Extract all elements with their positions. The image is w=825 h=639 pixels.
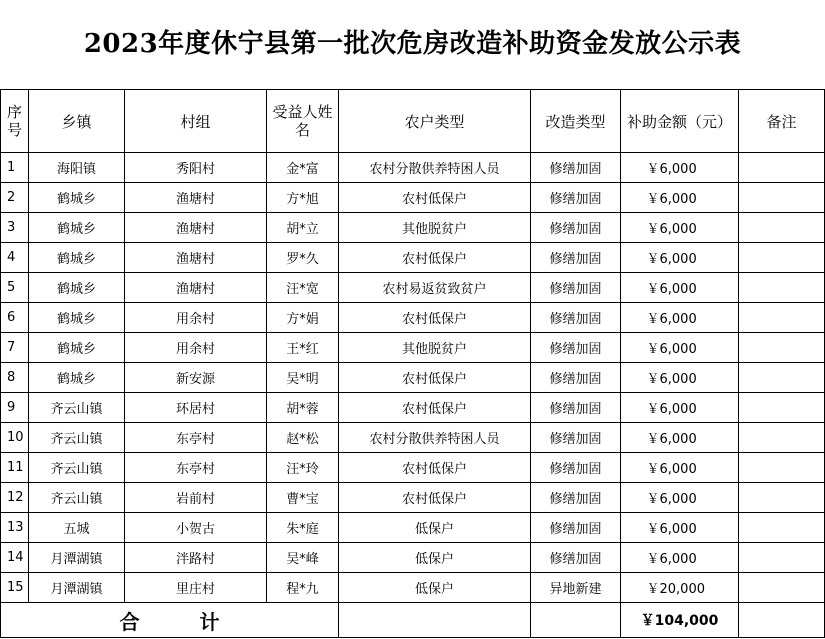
subsidy-table [0, 89, 825, 638]
cell-household-type: 低保户 [339, 513, 531, 543]
cell-household-type: 农村分散供养特困人员 [339, 423, 531, 453]
amount-value: ￥6,000 [646, 462, 697, 477]
amount-value: ￥6,000 [646, 552, 697, 567]
cell-town: 月潭湖镇 [29, 543, 125, 573]
amount-value: ￥6,000 [646, 162, 697, 177]
cell-household-type: 农村低保户 [339, 363, 531, 393]
cell-reform-type: 修缮加固 [531, 513, 621, 543]
cell-remark [739, 543, 825, 573]
cell-amount [621, 243, 739, 273]
table-row [1, 423, 825, 453]
cell-reform-type: 修缮加固 [531, 543, 621, 573]
total-blank-1 [339, 603, 531, 638]
cell-no: 1 [1, 153, 29, 183]
cell-name: 王*红 [267, 333, 339, 363]
table-row [1, 393, 825, 423]
cell-no: 14 [1, 543, 29, 573]
table-row [1, 273, 825, 303]
total-row [1, 603, 825, 638]
total-label-2: 计 [199, 609, 220, 634]
cell-town: 鹤城乡 [29, 333, 125, 363]
cell-remark [739, 453, 825, 483]
header-amount: 补助金额（元） [621, 90, 739, 153]
cell-town: 齐云山镇 [29, 393, 125, 423]
cell-no: 4 [1, 243, 29, 273]
cell-remark [739, 213, 825, 243]
table-row [1, 243, 825, 273]
total-label [1, 603, 339, 638]
cell-household-type: 农村低保户 [339, 483, 531, 513]
amount-value: ￥6,000 [646, 252, 697, 267]
table-row [1, 333, 825, 363]
header-town: 乡镇 [29, 90, 125, 153]
cell-remark [739, 363, 825, 393]
header-reform-type: 改造类型 [531, 90, 621, 153]
table-row [1, 213, 825, 243]
cell-name: 汪*宽 [267, 273, 339, 303]
cell-reform-type: 异地新建 [531, 573, 621, 603]
cell-village: 东亭村 [125, 423, 267, 453]
cell-name: 金*富 [267, 153, 339, 183]
cell-village: 环居村 [125, 393, 267, 423]
cell-name: 曹*宝 [267, 483, 339, 513]
cell-no: 2 [1, 183, 29, 213]
cell-name: 汪*玲 [267, 453, 339, 483]
cell-household-type: 农村低保户 [339, 243, 531, 273]
cell-amount [621, 513, 739, 543]
total-remark [739, 603, 825, 638]
cell-remark [739, 243, 825, 273]
cell-village: 小贺古 [125, 513, 267, 543]
amount-value: ￥6,000 [646, 402, 697, 417]
cell-town: 鹤城乡 [29, 303, 125, 333]
cell-town: 月潭湖镇 [29, 573, 125, 603]
cell-village: 渔塘村 [125, 213, 267, 243]
header-no: 序号 [1, 90, 29, 153]
amount-value: ￥6,000 [646, 492, 697, 507]
table-row [1, 183, 825, 213]
cell-village: 用余村 [125, 333, 267, 363]
cell-household-type: 农村易返贫致贫户 [339, 273, 531, 303]
cell-household-type: 农村分散供养特困人员 [339, 153, 531, 183]
cell-household-type: 其他脱贫户 [339, 213, 531, 243]
cell-name: 胡*立 [267, 213, 339, 243]
cell-household-type: 低保户 [339, 573, 531, 603]
cell-name: 胡*蓉 [267, 393, 339, 423]
table-header-row [1, 90, 825, 153]
cell-reform-type: 修缮加固 [531, 303, 621, 333]
cell-remark [739, 423, 825, 453]
cell-reform-type: 修缮加固 [531, 333, 621, 363]
cell-town: 鹤城乡 [29, 363, 125, 393]
cell-no: 13 [1, 513, 29, 543]
cell-village: 里庄村 [125, 573, 267, 603]
table-row [1, 543, 825, 573]
total-label-1: 合 [119, 609, 140, 634]
amount-value: ￥6,000 [646, 222, 697, 237]
header-name: 受益人姓名 [267, 90, 339, 153]
header-village: 村组 [125, 90, 267, 153]
cell-town: 鹤城乡 [29, 183, 125, 213]
cell-town: 五城 [29, 513, 125, 543]
cell-no: 11 [1, 453, 29, 483]
cell-no: 12 [1, 483, 29, 513]
amount-value: ￥6,000 [646, 342, 697, 357]
cell-reform-type: 修缮加固 [531, 393, 621, 423]
cell-no: 10 [1, 423, 29, 453]
cell-amount [621, 273, 739, 303]
cell-amount [621, 423, 739, 453]
table-row [1, 303, 825, 333]
cell-reform-type: 修缮加固 [531, 183, 621, 213]
amount-value: ￥6,000 [646, 432, 697, 447]
cell-reform-type: 修缮加固 [531, 453, 621, 483]
cell-remark [739, 273, 825, 303]
cell-amount [621, 483, 739, 513]
cell-no: 5 [1, 273, 29, 303]
total-amount: ￥104,000 [621, 603, 739, 638]
table-row [1, 153, 825, 183]
cell-town: 鹤城乡 [29, 243, 125, 273]
cell-no: 15 [1, 573, 29, 603]
table-row [1, 363, 825, 393]
cell-village: 渔塘村 [125, 243, 267, 273]
cell-reform-type: 修缮加固 [531, 153, 621, 183]
table-row [1, 573, 825, 603]
cell-village: 秀阳村 [125, 153, 267, 183]
amount-value: ￥6,000 [646, 312, 697, 327]
cell-no: 8 [1, 363, 29, 393]
cell-reform-type: 修缮加固 [531, 363, 621, 393]
cell-name: 程*九 [267, 573, 339, 603]
amount-value: ￥6,000 [646, 372, 697, 387]
cell-town: 齐云山镇 [29, 483, 125, 513]
cell-village: 渔塘村 [125, 273, 267, 303]
cell-amount [621, 183, 739, 213]
cell-village: 渔塘村 [125, 183, 267, 213]
table-row [1, 513, 825, 543]
cell-name: 方*娟 [267, 303, 339, 333]
cell-household-type: 农村低保户 [339, 183, 531, 213]
amount-value: ￥20,000 [646, 582, 705, 597]
cell-amount [621, 333, 739, 363]
cell-amount [621, 213, 739, 243]
cell-name: 吴*明 [267, 363, 339, 393]
cell-remark [739, 513, 825, 543]
cell-remark [739, 393, 825, 423]
cell-town: 齐云山镇 [29, 453, 125, 483]
cell-name: 方*旭 [267, 183, 339, 213]
cell-no: 9 [1, 393, 29, 423]
page-title: 2023年度休宁县第一批次危房改造补助资金发放公示表 [83, 29, 742, 59]
cell-amount [621, 573, 739, 603]
cell-remark [739, 573, 825, 603]
cell-no: 7 [1, 333, 29, 363]
cell-remark [739, 153, 825, 183]
cell-amount [621, 153, 739, 183]
cell-town: 鹤城乡 [29, 213, 125, 243]
total-blank-2 [531, 603, 621, 638]
cell-reform-type: 修缮加固 [531, 483, 621, 513]
cell-no: 6 [1, 303, 29, 333]
cell-village: 岩前村 [125, 483, 267, 513]
cell-town: 海阳镇 [29, 153, 125, 183]
cell-amount [621, 543, 739, 573]
cell-name: 罗*久 [267, 243, 339, 273]
cell-amount [621, 393, 739, 423]
amount-value: ￥6,000 [646, 522, 697, 537]
cell-village: 东亭村 [125, 453, 267, 483]
header-remark: 备注 [739, 90, 825, 153]
cell-household-type: 农村低保户 [339, 453, 531, 483]
cell-remark [739, 303, 825, 333]
cell-amount [621, 303, 739, 333]
cell-name: 朱*庭 [267, 513, 339, 543]
cell-remark [739, 183, 825, 213]
cell-household-type: 低保户 [339, 543, 531, 573]
cell-village: 新安源 [125, 363, 267, 393]
cell-name: 吴*峰 [267, 543, 339, 573]
table-row [1, 453, 825, 483]
amount-value: ￥6,000 [646, 282, 697, 297]
cell-village: 用余村 [125, 303, 267, 333]
table-row [1, 483, 825, 513]
cell-household-type: 其他脱贫户 [339, 333, 531, 363]
cell-town: 鹤城乡 [29, 273, 125, 303]
cell-remark [739, 333, 825, 363]
amount-value: ￥6,000 [646, 192, 697, 207]
cell-remark [739, 483, 825, 513]
cell-reform-type: 修缮加固 [531, 213, 621, 243]
cell-no: 3 [1, 213, 29, 243]
cell-reform-type: 修缮加固 [531, 273, 621, 303]
cell-household-type: 农村低保户 [339, 393, 531, 423]
cell-reform-type: 修缮加固 [531, 423, 621, 453]
cell-reform-type: 修缮加固 [531, 243, 621, 273]
cell-name: 赵*松 [267, 423, 339, 453]
cell-amount [621, 363, 739, 393]
header-household-type: 农户类型 [339, 90, 531, 153]
cell-household-type: 农村低保户 [339, 303, 531, 333]
cell-amount [621, 453, 739, 483]
cell-town: 齐云山镇 [29, 423, 125, 453]
cell-village: 泮路村 [125, 543, 267, 573]
